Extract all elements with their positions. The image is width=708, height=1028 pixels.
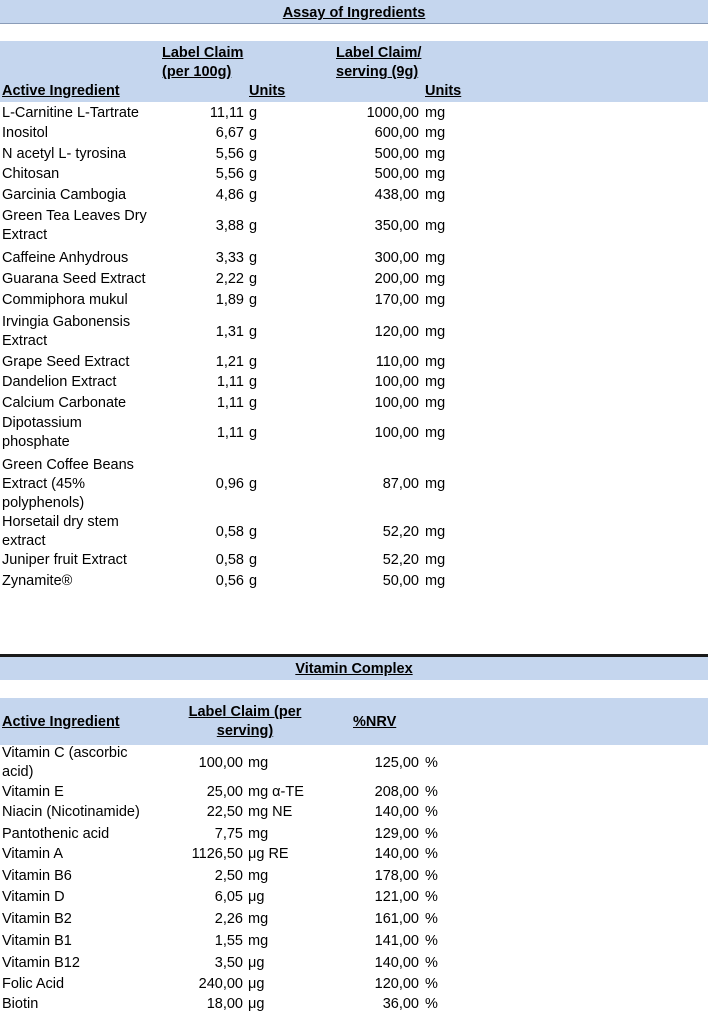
- vitamin-nrv: 140,00: [374, 955, 419, 971]
- vitamin-nrv-unit: %: [425, 846, 438, 862]
- claim-per-100g: 0,58: [215, 552, 244, 568]
- vitamin-amount: 100,00: [198, 754, 243, 771]
- table-row: [0, 954, 708, 973]
- claim-per-100g: 5,56: [215, 166, 244, 182]
- claim-per-serving: 52,20: [382, 523, 419, 540]
- table-row: [0, 825, 708, 844]
- vitamin-name: Folic Acid: [2, 976, 65, 992]
- ingredient-name: Zynamite®: [2, 573, 73, 589]
- unit-per-serving: mg: [425, 217, 446, 234]
- unit-per-100g: g: [249, 374, 258, 390]
- vitamin-amount: 22,50: [206, 804, 243, 820]
- vitamin-nrv-unit: %: [425, 911, 438, 927]
- vitamin-nrv: 125,00: [374, 754, 419, 771]
- vitamin-nrv: 161,00: [374, 911, 419, 927]
- claim-per-100g: 4,86: [215, 187, 244, 203]
- vitamin-unit: mg: [248, 754, 269, 771]
- unit-per-serving: mg: [425, 146, 446, 162]
- table-row: [0, 513, 708, 551]
- vitamin-unit: mg α-TE: [248, 784, 304, 800]
- vitamin-unit: μg: [248, 976, 265, 992]
- vitamin-nrv: 36,00: [382, 996, 419, 1012]
- claim-per-serving: 200,00: [374, 271, 419, 287]
- claim-per-serving: 50,00: [382, 573, 419, 589]
- vitamin-nrv-unit: %: [425, 889, 438, 905]
- table-row: [0, 803, 708, 822]
- unit-per-100g: g: [249, 573, 258, 589]
- table-row: [0, 394, 708, 413]
- unit-per-serving: mg: [425, 323, 446, 340]
- vitamin-nrv-unit: %: [425, 955, 438, 971]
- vitamin-amount: 1126,50: [191, 846, 243, 862]
- ingredient-name: Inositol: [2, 125, 48, 141]
- unit-per-serving: mg: [425, 250, 446, 266]
- claim-per-serving: 1000,00: [366, 105, 419, 121]
- unit-per-100g: g: [249, 424, 258, 441]
- vitamin-nrv: 129,00: [374, 826, 419, 842]
- table-row: [0, 165, 708, 184]
- claim-per-100g: 1,11: [216, 424, 244, 441]
- vitamin-nrv: 208,00: [374, 784, 419, 800]
- claim-per-serving: 120,00: [374, 323, 419, 340]
- unit-per-serving: mg: [425, 573, 446, 589]
- claim-per-100g: 1,21: [215, 354, 244, 370]
- vitamin-unit: mg: [248, 826, 269, 842]
- table-row: [0, 572, 708, 591]
- vitamin-unit: mg NE: [248, 804, 293, 820]
- claim-per-100g: 0,56: [215, 573, 244, 589]
- claim-per-100g: 2,22: [215, 271, 244, 287]
- vitamin-nrv: 140,00: [374, 804, 419, 820]
- table-row: [0, 551, 708, 570]
- claim-per-serving: 87,00: [382, 476, 419, 492]
- unit-per-serving: mg: [425, 166, 446, 182]
- unit-per-100g: g: [249, 292, 258, 308]
- unit-per-serving: mg: [425, 354, 446, 370]
- claim-per-100g: 1,31: [215, 323, 244, 340]
- vitamin-name: Biotin: [2, 996, 39, 1012]
- unit-per-serving: mg: [425, 395, 446, 411]
- vitamin-amount: 7,75: [214, 826, 243, 842]
- table-row: [0, 373, 708, 392]
- claim-per-serving: 438,00: [374, 187, 419, 203]
- vitamin-nrv: 121,00: [374, 889, 419, 905]
- table-row: [0, 291, 708, 310]
- table-row: [0, 145, 708, 164]
- vitamin-name: Vitamin B2: [2, 911, 72, 927]
- claim-per-serving: 100,00: [374, 374, 419, 390]
- claim-per-100g: 0,96: [215, 476, 244, 492]
- claim-per-100g: 1,11: [216, 374, 244, 390]
- table-row: [0, 313, 708, 351]
- claim-per-serving: 100,00: [374, 424, 419, 441]
- table-row: [0, 783, 708, 802]
- vitamin-name: Vitamin E: [2, 784, 64, 800]
- unit-per-100g: g: [249, 146, 258, 162]
- ingredient-name: Dandelion Extract: [2, 374, 117, 390]
- vitamin-nrv-unit: %: [425, 976, 438, 992]
- header-vitamin-claim: Label Claim (per serving): [188, 704, 302, 739]
- unit-per-serving: mg: [425, 187, 446, 203]
- claim-per-serving: 170,00: [374, 292, 419, 308]
- unit-per-100g: g: [249, 476, 258, 492]
- vitamin-name: Vitamin B12: [2, 955, 80, 971]
- table-row: [0, 270, 708, 289]
- vitamin-unit: mg: [248, 868, 269, 884]
- unit-per-100g: g: [249, 187, 258, 203]
- claim-per-100g: 0,58: [215, 523, 244, 540]
- header-active-ingredient: Active Ingredient: [2, 83, 120, 99]
- claim-per-serving: 500,00: [374, 146, 419, 162]
- vitamin-nrv: 141,00: [374, 933, 419, 949]
- unit-per-100g: g: [249, 166, 258, 182]
- vitamin-unit: μg: [248, 889, 265, 905]
- table-row: [0, 249, 708, 268]
- vitamin-amount: 6,05: [214, 889, 243, 905]
- ingredient-name: Grape Seed Extract: [2, 354, 130, 370]
- assay-header-row: [0, 41, 708, 102]
- claim-per-100g: 1,89: [215, 292, 244, 308]
- ingredient-name: Garcinia Cambogia: [2, 187, 127, 203]
- table-row: [0, 186, 708, 205]
- header-label-claim-serving: Label Claim/serving (9g): [336, 45, 422, 80]
- vitamin-amount: 18,00: [206, 996, 243, 1012]
- table-row: [0, 104, 708, 123]
- table-row: [0, 414, 708, 452]
- ingredient-name: Horsetail dry stem extract: [2, 514, 119, 549]
- claim-per-100g: 3,33: [215, 250, 244, 266]
- vitamin-unit: μg RE: [248, 846, 289, 862]
- vitamin-name: Vitamin C (ascorbic acid): [2, 745, 128, 780]
- ingredient-name: Irvingia Gabonensis Extract: [2, 314, 131, 349]
- vitamin-nrv-unit: %: [425, 754, 438, 771]
- vitamin-nrv-unit: %: [425, 784, 438, 800]
- claim-per-100g: 1,11: [216, 395, 244, 411]
- unit-per-100g: g: [249, 552, 258, 568]
- unit-per-100g: g: [249, 105, 258, 121]
- unit-per-serving: mg: [425, 424, 446, 441]
- claim-per-serving: 300,00: [374, 250, 419, 266]
- table-row: [0, 456, 708, 513]
- claim-per-serving: 100,00: [374, 395, 419, 411]
- unit-per-100g: g: [249, 354, 258, 370]
- unit-per-serving: mg: [425, 552, 446, 568]
- claim-per-serving: 350,00: [374, 217, 419, 234]
- claim-per-100g: 6,67: [215, 125, 244, 141]
- unit-per-100g: g: [249, 395, 258, 411]
- ingredient-name: L-Carnitine L-Tartrate: [2, 105, 139, 121]
- table-row: [0, 353, 708, 372]
- unit-per-100g: g: [249, 523, 258, 540]
- vitamin-name: Vitamin A: [2, 846, 63, 862]
- vitamin-unit: μg: [248, 996, 265, 1012]
- vitamin-name: Vitamin B6: [2, 868, 72, 884]
- table-row: [0, 845, 708, 864]
- vitamin-title: Vitamin Complex: [0, 654, 708, 680]
- vitamin-name: Vitamin B1: [2, 933, 72, 949]
- ingredient-name: N acetyl L- tyrosina: [2, 146, 127, 162]
- header-nrv: %NRV: [353, 714, 397, 730]
- table-row: [0, 867, 708, 886]
- table-row: [0, 975, 708, 994]
- unit-per-100g: g: [249, 250, 258, 266]
- vitamin-amount: 240,00: [198, 976, 243, 992]
- vitamin-name: Pantothenic acid: [2, 826, 110, 842]
- header-label-claim-100g: Label Claim (per 100g): [162, 45, 244, 80]
- vitamin-unit: μg: [248, 955, 265, 971]
- vitamin-amount: 1,55: [214, 933, 243, 949]
- header-units-1: Units: [249, 83, 286, 99]
- vitamin-nrv: 120,00: [374, 976, 419, 992]
- ingredient-name: Chitosan: [2, 166, 60, 182]
- unit-per-100g: g: [249, 217, 258, 234]
- table-row: [0, 744, 708, 782]
- vitamin-nrv-unit: %: [425, 933, 438, 949]
- vitamin-nrv: 140,00: [374, 846, 419, 862]
- unit-per-serving: mg: [425, 476, 446, 492]
- vitamin-amount: 25,00: [206, 784, 243, 800]
- vitamin-name: Niacin (Nicotinamide): [2, 804, 140, 820]
- unit-per-serving: mg: [425, 125, 446, 141]
- vitamin-name: Vitamin D: [2, 889, 65, 905]
- unit-per-100g: g: [249, 271, 258, 287]
- table-row: [0, 207, 708, 245]
- ingredient-name: Commiphora mukul: [2, 292, 128, 308]
- claim-per-serving: 110,00: [375, 354, 419, 370]
- unit-per-serving: mg: [425, 523, 446, 540]
- vitamin-amount: 2,50: [214, 868, 243, 884]
- vitamin-nrv: 178,00: [374, 868, 419, 884]
- table-row: [0, 910, 708, 929]
- table-row: [0, 888, 708, 907]
- table-row: [0, 124, 708, 143]
- unit-per-serving: mg: [425, 292, 446, 308]
- unit-per-serving: mg: [425, 105, 446, 121]
- vitamin-header-row: [0, 698, 708, 745]
- unit-per-100g: g: [249, 323, 258, 340]
- unit-per-serving: mg: [425, 271, 446, 287]
- header-units-2: Units: [425, 83, 462, 99]
- unit-per-100g: g: [249, 125, 258, 141]
- vitamin-nrv-unit: %: [425, 826, 438, 842]
- ingredient-name: Green Coffee Beans Extract (45% polyphenols): [2, 457, 134, 511]
- unit-per-serving: mg: [425, 374, 446, 390]
- vitamin-amount: 2,26: [214, 911, 243, 927]
- assay-title: Assay of Ingredients: [0, 0, 708, 24]
- ingredient-name: Juniper fruit Extract: [2, 552, 127, 568]
- vitamin-amount: 3,50: [214, 955, 243, 971]
- vitamin-nrv-unit: %: [425, 804, 438, 820]
- vitamin-nrv-unit: %: [425, 996, 438, 1012]
- ingredient-name: Guarana Seed Extract: [2, 271, 146, 287]
- vitamin-nrv-unit: %: [425, 868, 438, 884]
- claim-per-100g: 5,56: [215, 146, 244, 162]
- vitamin-unit: mg: [248, 933, 269, 949]
- table-row: [0, 932, 708, 951]
- claim-per-serving: 600,00: [374, 125, 419, 141]
- ingredient-name: Dipotassium phosphate: [2, 415, 82, 450]
- claim-per-100g: 3,88: [215, 217, 244, 234]
- header-vitamin-ingredient: Active Ingredient: [2, 714, 120, 730]
- ingredient-name: Calcium Carbonate: [2, 395, 127, 411]
- claim-per-100g: 11,11: [209, 105, 244, 121]
- ingredient-name: Green Tea Leaves Dry Extract: [2, 208, 147, 243]
- claim-per-serving: 52,20: [382, 552, 419, 568]
- claim-per-serving: 500,00: [374, 166, 419, 182]
- vitamin-unit: mg: [248, 911, 269, 927]
- table-row: [0, 995, 708, 1014]
- ingredient-name: Caffeine Anhydrous: [2, 250, 129, 266]
